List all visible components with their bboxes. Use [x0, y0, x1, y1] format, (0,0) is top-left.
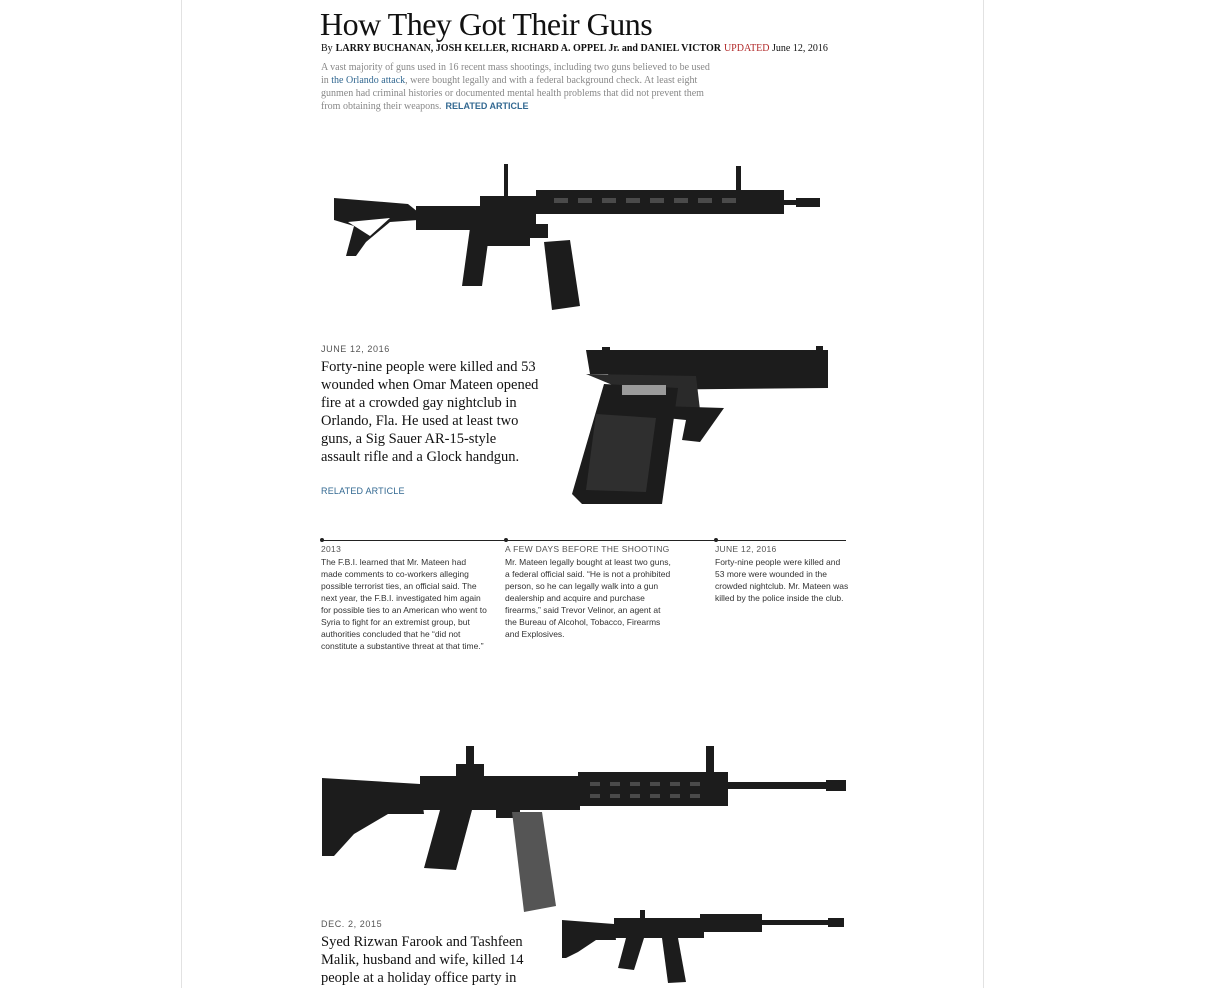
updated-date: June 12, 2016: [772, 43, 828, 54]
assault-rifle-image: [320, 742, 848, 914]
timeline-text: Mr. Mateen legally bought at least two guns, a federal official said. “He is not a prohibited person, so he can legally walk into a gun dealership and acquire and purchase firearms,” said Trevor Velinor, an agent at the Bureau of Alcohol, Tobacco, Firearms and Explosives.: [505, 557, 671, 639]
timeline-text: The F.B.I. learned that Mr. Mateen had made comments to co-workers alleging possible terrorist ties, an official said. The next year, the F.B.I. investigated him again for possible ties to an American who went to Syria to fight for an extremist group, but authorities concluded that he “did not constitute a substantive threat at that time.”: [321, 557, 487, 651]
handgun-image: [568, 344, 830, 514]
orlando-attack-link[interactable]: the Orlando attack: [331, 75, 406, 86]
timeline-label: JUNE 12, 2016: [715, 544, 777, 554]
summary-text-after: , were bought legally and with a federal background check. At least eight gunmen had criminal histories or documented mental health problems that did not prevent them from obtaining their weapons.: [321, 75, 704, 112]
assault-rifle-image: [330, 160, 835, 315]
updated-label: UPDATED: [723, 43, 770, 54]
assault-rifle-image: [560, 908, 848, 983]
entry-date: DEC. 2, 2015: [321, 919, 383, 929]
byline: [321, 43, 828, 55]
entry-related-article-link[interactable]: RELATED ARTICLE: [321, 486, 405, 496]
summary-related-article-link[interactable]: RELATED ARTICLE: [445, 101, 529, 111]
summary-text-before: A vast majority of guns used in 16 recent mass shootings, including two guns believed to be used in: [321, 62, 710, 86]
timeline-label: 2013: [321, 544, 342, 554]
timeline-line: [321, 540, 846, 541]
timeline-text: Forty-nine people were killed and 53 more were wounded in the crowded nightclub. Mr. Mateen was killed by the police inside the club.: [715, 557, 849, 603]
article-summary: [321, 61, 717, 113]
article-headline: How They Got Their Guns: [320, 6, 653, 42]
timeline-marker: [714, 538, 718, 542]
byline-prefix: By: [321, 43, 333, 54]
entry-description: Forty-nine people were killed and 53 wounded when Omar Mateen opened fire at a crowded gay nightclub in Orlando, Fla. He used at least two guns, a Sig Sauer AR-15-style assault rifle and a Glock handgun.: [321, 359, 539, 465]
entry-description: Syed Rizwan Farook and Tashfeen Malik, husband and wife, killed 14 people at a holiday office party in: [321, 934, 524, 986]
timeline-marker: [504, 538, 508, 542]
timeline-marker: [320, 538, 324, 542]
timeline-label: A FEW DAYS BEFORE THE SHOOTING: [505, 544, 670, 554]
entry-date: JUNE 12, 2016: [321, 344, 390, 354]
byline-authors[interactable]: LARRY BUCHANAN, JOSH KELLER, RICHARD A. OPPEL Jr. and DANIEL VICTOR: [335, 43, 721, 54]
